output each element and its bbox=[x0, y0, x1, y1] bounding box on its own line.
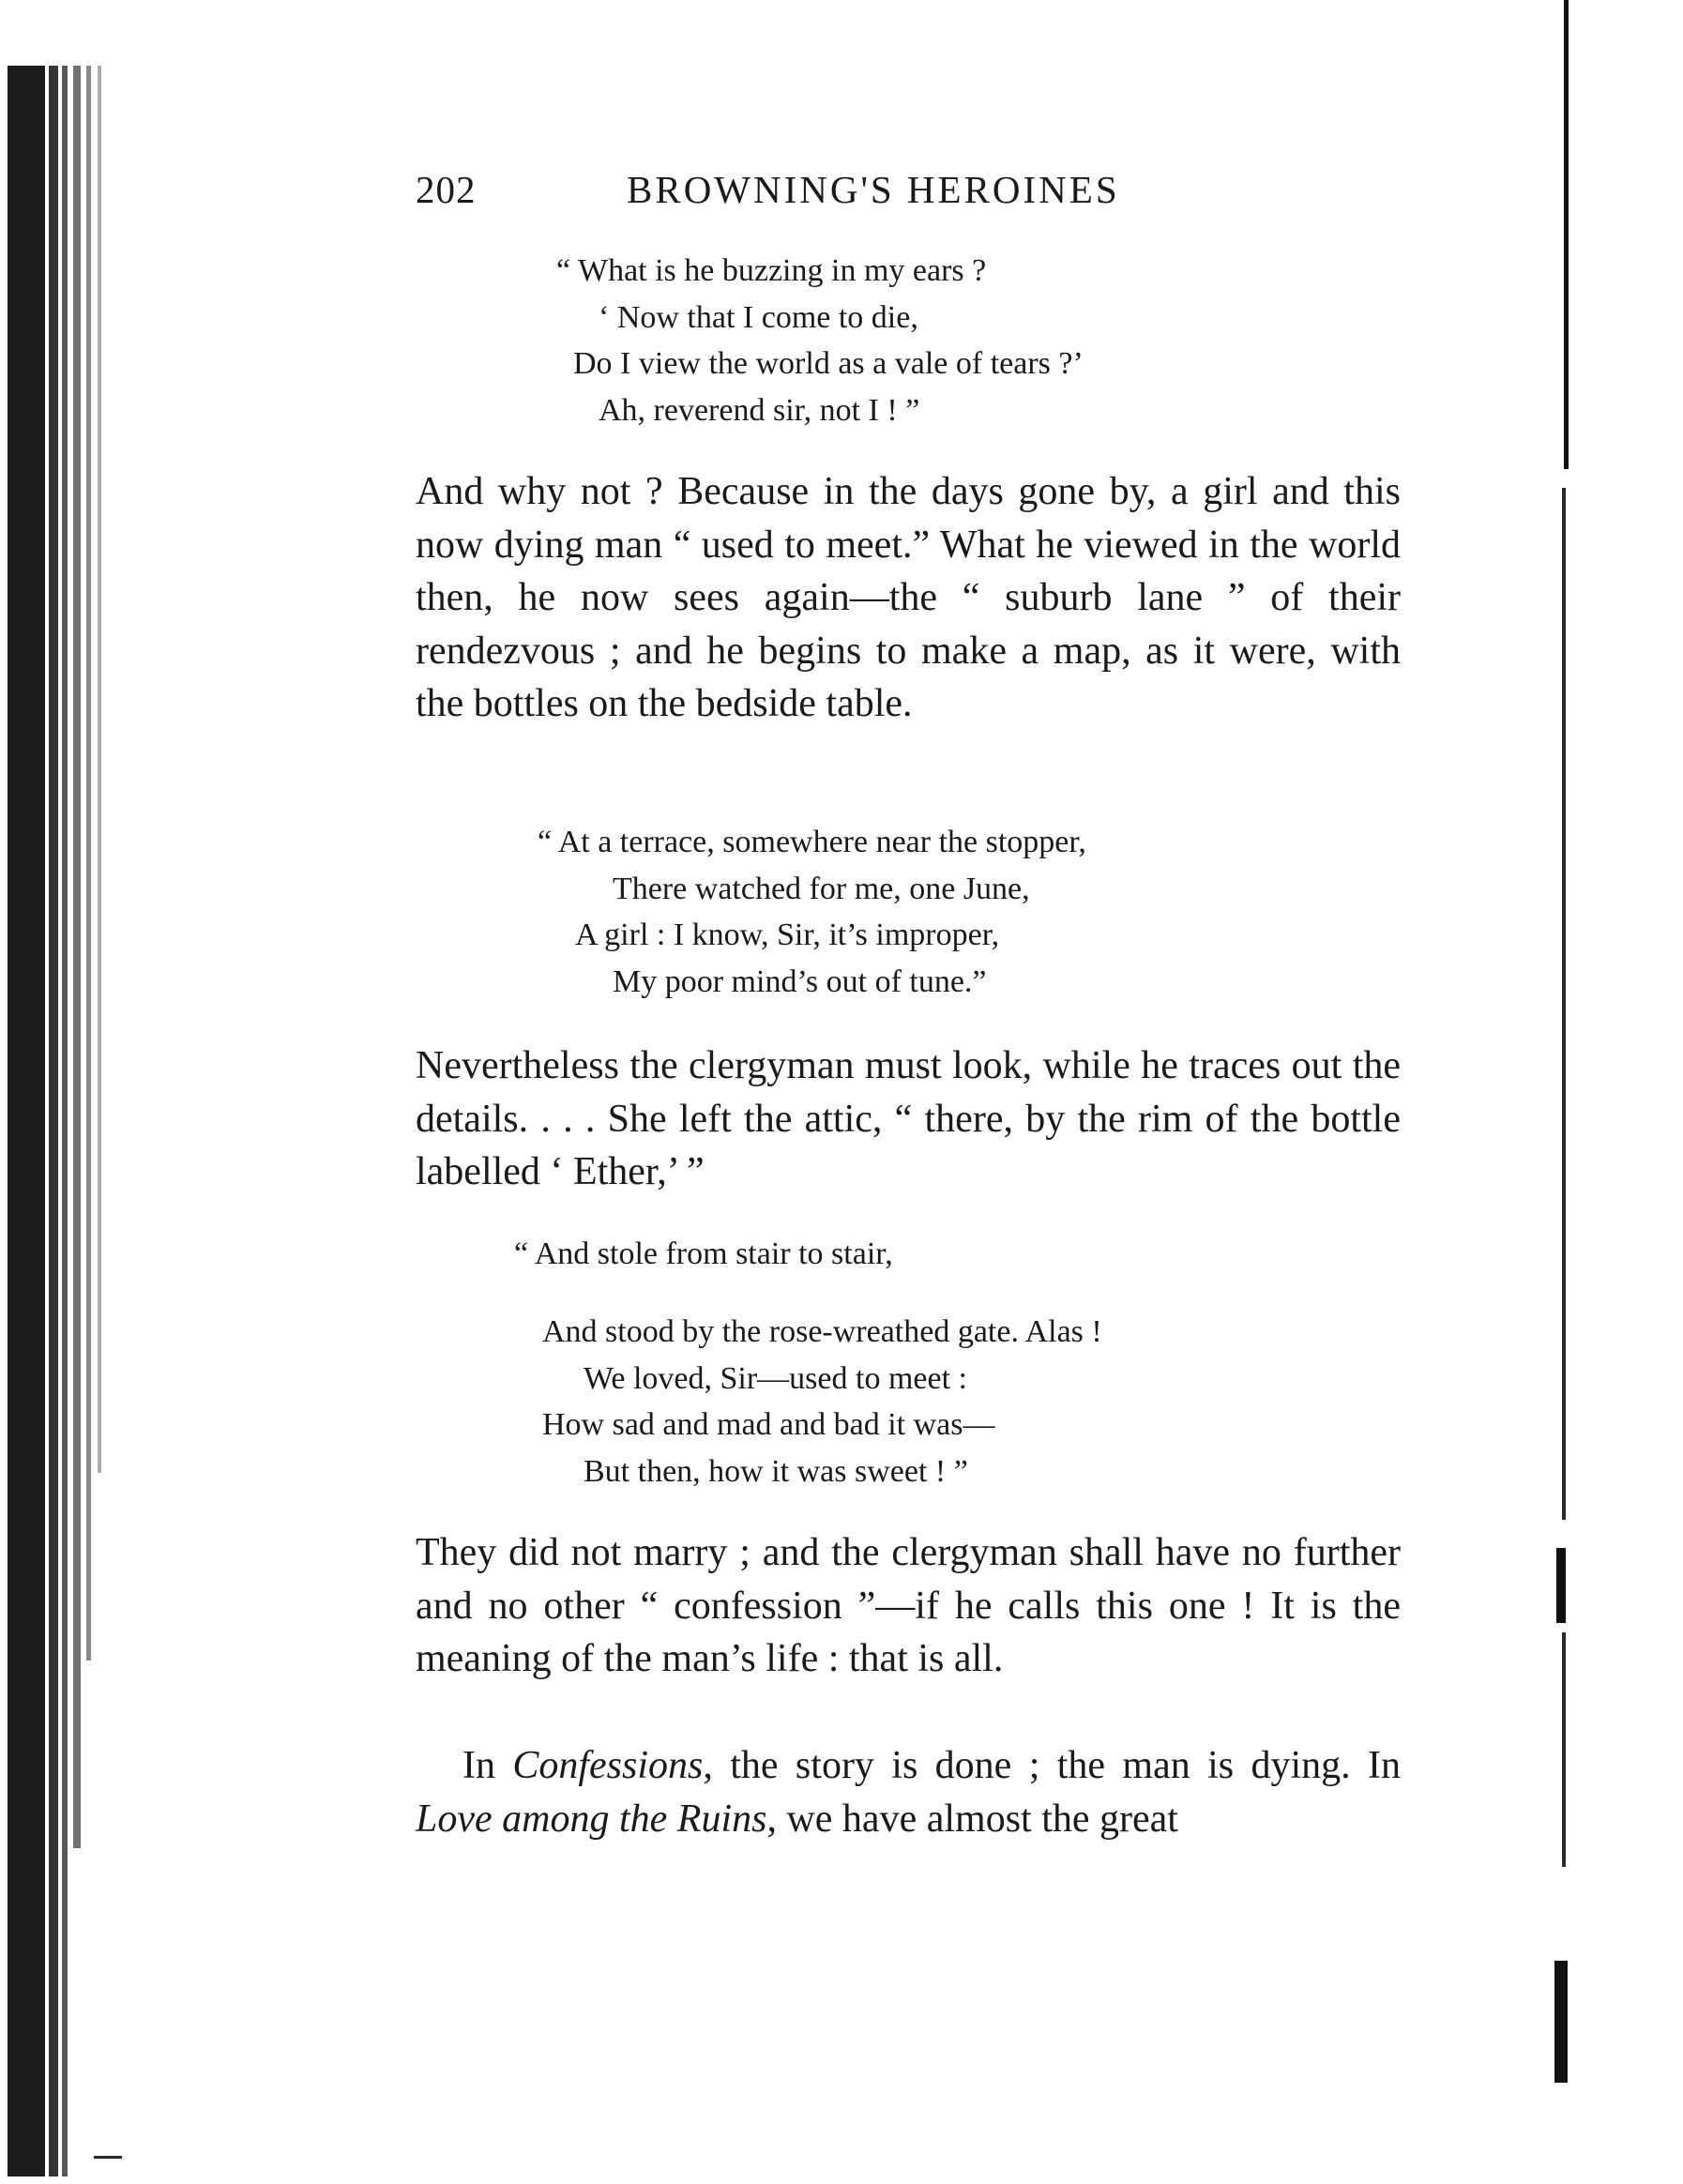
paragraph-4 bbox=[416, 1739, 1401, 1845]
verse-line: A girl : I know, Sir, it’s improper, bbox=[575, 918, 1000, 952]
verse-line: But then, how it was sweet ! ” bbox=[584, 1453, 968, 1489]
verse-line: Ah, reverend sir, not I ! ” bbox=[599, 392, 920, 428]
paragraph-2 bbox=[416, 1039, 1401, 1199]
page-number: 202 bbox=[416, 168, 477, 211]
verse-stanza-1 bbox=[556, 248, 1084, 433]
verse-line: My poor mind’s out of tune.” bbox=[613, 963, 987, 999]
verse-line: “ At a terrace, somewhere near the stopper, bbox=[538, 825, 1086, 859]
verse-line: How sad and mad and bad it was— bbox=[542, 1407, 995, 1442]
binding-edge-shadow bbox=[0, 66, 113, 2176]
verse-line: And stood by the rose-wreathed gate. Alas ! bbox=[542, 1314, 1102, 1349]
verse-line: Do I view the world as a vale of tears ?’ bbox=[573, 346, 1084, 381]
paragraph-text: They did not marry ; and the clergyman shall have no further and no other “ confession ”—if he calls this one ! It is the meaning of the man’s life : that is all. bbox=[416, 1531, 1401, 1680]
page-header bbox=[416, 167, 1213, 233]
verse-stanza-3a bbox=[514, 1231, 893, 1278]
page-edge-right bbox=[1553, 0, 1581, 2111]
paragraph-text: And why not ? Because in the days gone by, a girl and this now dying man “ used to meet.” What he viewed in the world then, he now sees again—the “ suburb lane ” of their rendezvous ; and he begins to make a map, as it were, with the bottles on the bedside table. bbox=[416, 470, 1401, 725]
verse-line: “ And stole from stair to stair, bbox=[514, 1236, 893, 1271]
paragraph-3 bbox=[416, 1526, 1401, 1686]
verse-line: ‘ Now that I come to die, bbox=[599, 299, 918, 335]
work-title-confessions: Confessions bbox=[512, 1744, 704, 1787]
text-run: , we have almost the great bbox=[766, 1797, 1178, 1841]
text-run: , the story is done ; the man is dying. In bbox=[703, 1744, 1401, 1787]
verse-stanza-2 bbox=[538, 819, 1086, 1005]
verse-stanza-3b bbox=[542, 1309, 1102, 1494]
verse-line: We loved, Sir—used to meet : bbox=[584, 1360, 967, 1396]
paragraph-text: Nevertheless the clergyman must look, while he traces out the details. . . . She left the attic, “ there, by the rim of the bottle labelled ‘ Ether,’ ” bbox=[416, 1044, 1401, 1193]
running-title: BROWNING'S HEROINES bbox=[627, 168, 1120, 211]
text-run: In bbox=[462, 1744, 513, 1787]
verse-line: There watched for me, one June, bbox=[613, 871, 1030, 906]
work-title-love-among-the-ruins: Love among the Ruins bbox=[416, 1797, 767, 1841]
verse-line: “ What is he buzzing in my ears ? bbox=[556, 253, 987, 288]
paragraph-1 bbox=[416, 465, 1401, 731]
paragraph-text bbox=[416, 1739, 1401, 1845]
